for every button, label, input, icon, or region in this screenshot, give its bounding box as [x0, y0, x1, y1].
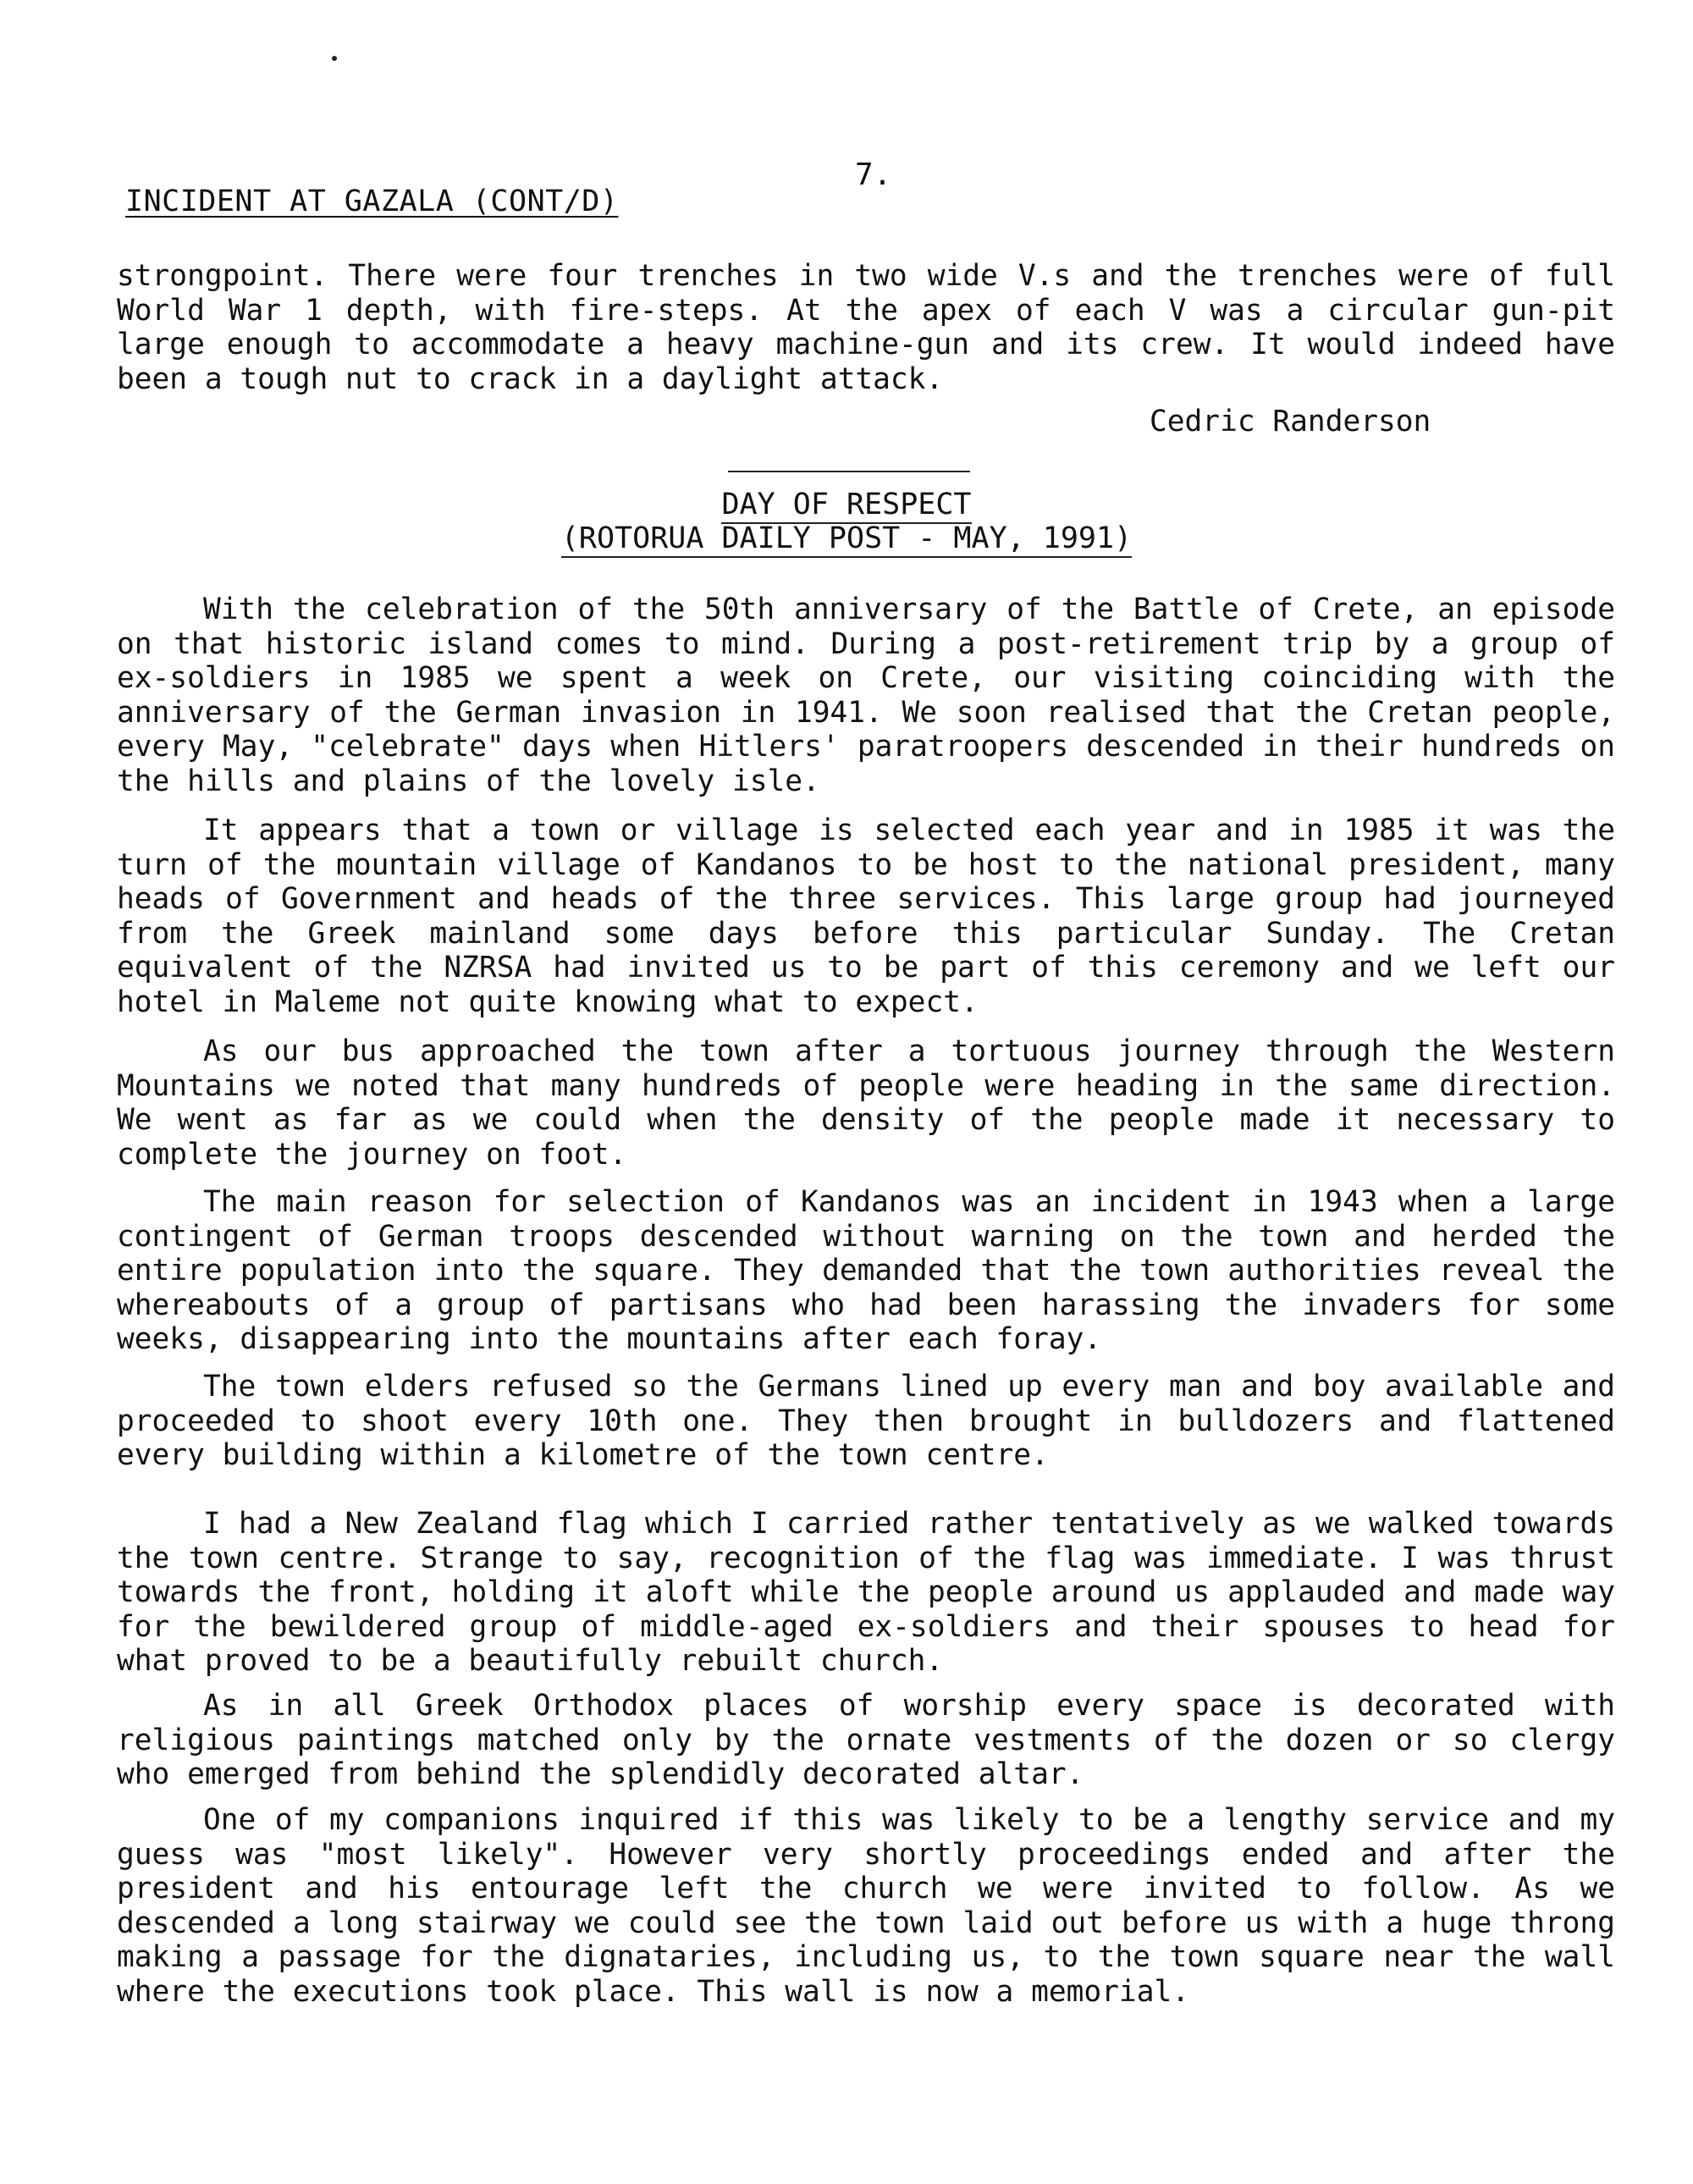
article-paragraph-5: The town elders refused so the Germans lined up every man and boy available and proceeded to shoot every 10th one. They then brought in bulldozers and flattened every building within a kilometre of the town centre. — [117, 1370, 1615, 1472]
author-signature: Cedric Randerson — [1150, 405, 1431, 438]
scan-speck — [332, 56, 337, 61]
article-paragraph-6: I had a New Zealand flag which I carried rather tentatively as we walked towards the town centre. Strange to say, recognition of the flag was immediate. I was thrust towards the front, holding it aloft while the people around us applauded and made way for the bewildered group of middle-aged ex-soldiers and their spouses to head for what proved to be a beautifully rebuilt church. — [117, 1507, 1615, 1678]
article-title: DAY OF RESPECT — [423, 488, 1270, 521]
page-number: 7. — [855, 157, 892, 192]
article-paragraph-3: As our bus approached the town after a tortuous journey through the Western Mountains we noted that many hundreds of people were heading in the same direction. We went as far as we could when the density of the people made it necessary to complete the journey on foot. — [117, 1034, 1615, 1172]
article-paragraph-4: The main reason for selection of Kandanos was an incident in 1943 when a large contingent of German troops descended without warning on the town and herded the entire population into the square. They demanded that the town authorities reveal the whereabouts of a group of partisans who had been harassing the invaders for some weeks, disappearing into the mountains after each foray. — [117, 1185, 1615, 1356]
article-paragraph-7: As in all Greek Orthodox places of worship every space is decorated with religious paintings matched only by the ornate vestments of the dozen or so clergy who emerged from behind the splendidly decorated altar. — [117, 1689, 1615, 1791]
article-paragraph-1: With the celebration of the 50th anniversary of the Battle of Crete, an episode on that historic island comes to mind. During a post-retirement trip by a group of ex-soldiers in 1985 we spent a week on Crete, our visiting coinciding with the anniversary of the German invasion in 1941. We soon realised that the Cretan people, every May, "celebrate" days when Hitlers' paratroopers descended in their hundreds on the hills and plains of the lovely isle. — [117, 593, 1615, 798]
article-title-block — [423, 488, 1270, 555]
article-paragraph-8: One of my companions inquired if this was likely to be a lengthy service and my guess was "most likely". However very shortly proceedings ended and after the president and his entourage left the church we were invited to follow. As we descended a long stairway we could see the town laid out before us with a huge throng making a passage for the dignataries, including us, to the town square near the wall where the executions took place. This wall is now a memorial. — [117, 1803, 1615, 2009]
section-separator — [728, 471, 970, 472]
article-source: (ROTORUA DAILY POST - MAY, 1991) — [423, 521, 1270, 555]
article-paragraph-2: It appears that a town or village is selected each year and in 1985 it was the turn of the mountain village of Kandanos to be host to the national president, many heads of Government and heads of the three services. This large group had journeyed from the Greek mainland some days before this particular Sunday. The Cretan equivalent of the NZRSA had invited us to be part of this ceremony and we left our hotel in Maleme not quite knowing what to expect. — [117, 813, 1615, 1019]
continued-section-heading: INCIDENT AT GAZALA (CONT/D) — [125, 185, 619, 218]
continued-section-paragraph: strongpoint. There were four trenches in two wide V.s and the trenches were of full World War 1 depth, with fire-steps. At the apex of each V was a circular gun-pit large enough to accommodate a heavy machine-gun and its crew. It would indeed have been a tough nut to crack in a daylight attack. — [117, 259, 1615, 396]
